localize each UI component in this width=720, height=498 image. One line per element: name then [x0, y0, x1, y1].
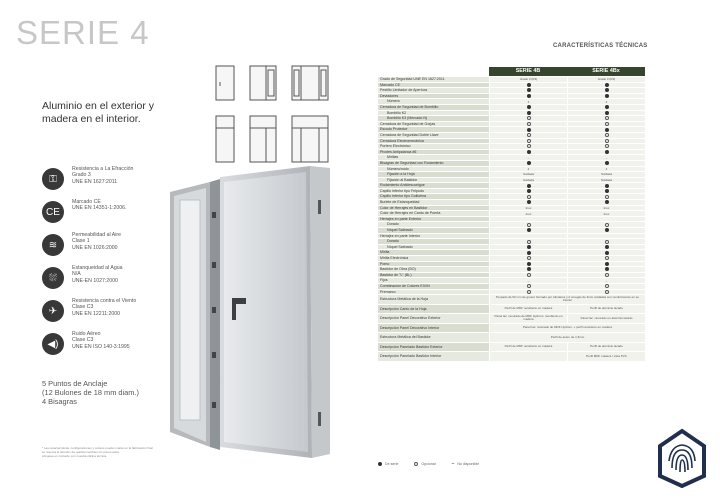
feature-line: UNE EN 12211:2000 — [72, 310, 121, 317]
spec-value: Panel lac. ranurado en aluminio lacado — [567, 314, 645, 324]
standard-dot-icon — [527, 150, 531, 154]
spec-value: Panel lac. ranurado de MDF Hydrom. + perfil recubierto en madera — [489, 324, 645, 334]
spec-value: Perfil de MDF recubierto en madera — [489, 305, 567, 315]
legend — [378, 461, 479, 467]
spec-label: Número/nudo — [378, 167, 489, 173]
optional-circle-icon — [605, 195, 609, 199]
standard-dot-icon — [605, 111, 609, 115]
standard-dot-icon — [527, 111, 531, 115]
feature-line: Resistencia a La Efracción — [72, 166, 134, 172]
optional-circle-icon — [605, 116, 609, 120]
spec-value: – — [567, 155, 645, 161]
specs-description-row — [378, 324, 645, 334]
legend-item — [452, 461, 480, 467]
spec-label: Herrajes en parte Exterior — [378, 217, 489, 223]
standard-dot-icon — [527, 83, 531, 87]
standard-dot-icon — [527, 161, 531, 165]
page-title: SERIE 4 — [16, 14, 150, 51]
optional-circle-icon — [527, 133, 531, 137]
spec-label: Bastidor de Obra (BO) — [378, 267, 489, 273]
anchor-line: 4 Bisagras — [42, 397, 77, 406]
specs-table-header — [378, 67, 645, 76]
technical-specs-title: CARACTERÍSTICAS TÉCNICAS — [553, 43, 648, 49]
ce-mark-icon: CE — [42, 201, 64, 223]
legend-label: Opcional — [421, 462, 436, 466]
spec-label: Bisagras de Seguridad con Rodamiento — [378, 161, 489, 167]
wind-resistance-icon: ✈ — [42, 300, 64, 322]
spec-label: Capillo Inferior tipo Guillotina — [378, 194, 489, 200]
feature-text — [72, 265, 122, 284]
optional-circle-icon — [605, 240, 609, 244]
spec-label: Estructura Metálica del Bastidor — [378, 333, 489, 343]
standard-dot-icon — [605, 262, 609, 266]
standard-dot-icon — [605, 251, 609, 255]
feature-line: N/A — [72, 271, 81, 278]
specs-rows — [378, 77, 645, 295]
standard-dot-icon — [527, 245, 531, 249]
spec-label: Premarco — [378, 290, 489, 296]
feature-line: Clase 1 — [72, 238, 90, 245]
spec-label: Pestillo Limitador de Apertura — [378, 88, 489, 94]
air-permeability-icon: ≋ — [42, 234, 64, 256]
anchor-line: (12 Bulones de 18 mm diam.) — [42, 388, 139, 397]
spec-label: Pivotes Antipalanca #6 — [378, 150, 489, 156]
feature-line: UNE EN 1026:2000 — [72, 244, 118, 251]
spec-value: – — [489, 155, 567, 161]
spec-label: Bombillo K2 — [378, 111, 489, 117]
optional-circle-icon — [527, 273, 531, 277]
optional-circle-icon — [527, 256, 531, 260]
feature-line: Clase C3 — [72, 304, 94, 311]
standard-dot-icon — [527, 267, 531, 271]
standard-dot-icon — [605, 200, 609, 204]
spec-label: Número — [378, 99, 489, 105]
spec-label: Combinación de Colores EX/IN — [378, 284, 489, 290]
feature-text — [72, 166, 133, 185]
spec-label: Capillo Inferior tipo Felpudo — [378, 189, 489, 195]
legend-item — [378, 462, 398, 466]
spec-label: Cerradura de Seguridad de Bombillo — [378, 105, 489, 111]
spec-value: Panel lac. ranurado de MDF Hydrom. recubierto en madera — [489, 314, 567, 324]
feature-item — [42, 331, 192, 361]
optional-circle-icon — [527, 290, 531, 294]
optional-circle-icon — [527, 223, 531, 227]
spec-label: Mirilla — [378, 250, 489, 256]
house-fingerprint-logo — [657, 428, 707, 488]
spec-label: Descripción Panel Decorativo Exterior — [378, 314, 489, 324]
feature-line: Marcado CE — [72, 199, 101, 205]
feature-item — [42, 298, 192, 328]
feature-list — [42, 166, 192, 364]
optional-circle-icon — [414, 462, 418, 466]
spec-value: Soldada — [489, 178, 567, 184]
optional-circle-icon — [605, 290, 609, 294]
standard-dot-icon — [605, 267, 609, 271]
spec-value: Grado 3 (R3) — [489, 77, 567, 83]
door-configuration-schematics — [214, 64, 334, 164]
feature-item — [42, 199, 192, 229]
spec-value: Perpado de 52 mm de grosor formado por tubulares y 2 omegas de 3mm soldadas con recubrimiento en su interior — [489, 295, 645, 305]
standard-dot-icon — [605, 105, 609, 109]
spec-label: Fijación al Bastidor — [378, 178, 489, 184]
column-header: SERIE 4Bx — [567, 67, 645, 76]
spec-label: Descripción Panelado Bastidor Exterior — [378, 343, 489, 353]
feature-text — [72, 331, 130, 350]
feature-line: Grado 3 — [72, 172, 91, 179]
standard-dot-icon — [378, 462, 382, 466]
standard-dot-icon — [605, 83, 609, 87]
spec-value: – — [489, 278, 567, 284]
spec-label: Descripción Panelado Bastidor Interior — [378, 352, 489, 362]
specs-description-row — [378, 352, 645, 362]
standard-dot-icon — [605, 184, 609, 188]
optional-circle-icon — [527, 195, 531, 199]
spec-value: Grado 3 (R3) — [567, 77, 645, 83]
standard-dot-icon — [605, 189, 609, 193]
optional-circle-icon — [527, 144, 531, 148]
standard-dot-icon — [605, 94, 609, 98]
optional-circle-icon — [605, 284, 609, 288]
feature-line: Clase C3 — [72, 337, 94, 344]
feature-line: UNE EN 1627:2011 — [72, 178, 118, 185]
spec-value: Perfil de aluminio lacado — [567, 343, 645, 353]
spec-label: Rodamiento Antidescuelgue — [378, 183, 489, 189]
spec-label: Deviadores — [378, 94, 489, 100]
fine-print-line: * Las características, configuraciones y colores pueden variar en la fabricación final — [42, 446, 153, 450]
spec-value: 4 — [489, 99, 567, 105]
spec-value: Inox — [489, 211, 567, 217]
spec-label: Estructura Metálica de la Hoja — [378, 295, 489, 305]
spec-value: 4 — [567, 99, 645, 105]
optional-circle-icon — [527, 139, 531, 143]
standard-dot-icon — [527, 200, 531, 204]
specs-description-row — [378, 343, 645, 353]
material-subtitle — [42, 100, 154, 126]
spec-label: Grado de Seguridad UNE EN 1627:2011 — [378, 77, 489, 83]
feature-item — [42, 232, 192, 262]
specs-description-rows — [378, 295, 645, 362]
standard-dot-icon — [527, 184, 531, 188]
standard-dot-icon — [605, 150, 609, 154]
optional-circle-icon — [527, 284, 531, 288]
legend-label: No disponible — [457, 462, 480, 466]
optional-circle-icon — [605, 122, 609, 126]
feature-item — [42, 166, 192, 196]
fine-print-line: póngase en contacto con nuestra oficina técnica. — [42, 454, 108, 458]
optional-circle-icon — [527, 240, 531, 244]
subtitle-line: madera en el interior. — [42, 113, 141, 125]
standard-dot-icon — [527, 189, 531, 193]
spec-label: Cerradura de Seguridad Doble Llave — [378, 133, 489, 139]
standard-dot-icon — [527, 105, 531, 109]
standard-dot-icon — [527, 262, 531, 266]
feature-item — [42, 265, 192, 295]
optional-circle-icon — [605, 139, 609, 143]
standard-dot-icon — [527, 228, 531, 232]
specs-description-row — [378, 314, 645, 324]
spec-label: Cerradura de Seguridad de Gorjas — [378, 122, 489, 128]
spec-label: Color de Herrajes en Canto de Puerta — [378, 211, 489, 217]
spec-label: Fijación a la Hoja — [378, 172, 489, 178]
spec-label: Descripción Canto de la Hoja — [378, 305, 489, 315]
fine-print-line: se reserva el derecho de realizar cambios sin previo aviso. — [42, 450, 121, 454]
burglar-resistance-icon: ⚿ — [42, 168, 64, 190]
spec-label: Mirilla Electrónica — [378, 256, 489, 262]
standard-dot-icon — [605, 161, 609, 165]
spec-label: Níquel Satinado — [378, 228, 489, 234]
standard-dot-icon — [605, 245, 609, 249]
spec-label: Cerradura Electromecánica — [378, 139, 489, 145]
water-tightness-icon: ⛆ — [42, 267, 64, 289]
spec-value: Perfil MDF madera / vista PVC — [567, 352, 645, 362]
subtitle-line: Aluminio en el exterior y — [42, 100, 155, 112]
spec-label: Fijos — [378, 278, 489, 284]
spec-label: Portero Electrónico — [378, 144, 489, 150]
standard-dot-icon — [527, 251, 531, 255]
spec-value: Perfil de aluminio lacado — [567, 305, 645, 315]
spec-value — [489, 352, 567, 362]
standard-dot-icon — [527, 94, 531, 98]
spec-label: Descripción Panel Decorativo Interior — [378, 324, 489, 334]
spec-value: Soldada — [567, 178, 645, 184]
optional-circle-icon — [605, 223, 609, 227]
spec-label: Bombillo K3 (Mercado N) — [378, 116, 489, 122]
feature-line: UNE EN ISO 140-3:1995 — [72, 343, 130, 350]
standard-dot-icon — [527, 128, 531, 132]
feature-text — [72, 298, 136, 317]
feature-text — [72, 232, 121, 251]
spec-label: Dorado — [378, 239, 489, 245]
spec-value: Soldada — [489, 172, 567, 178]
feature-line: Ruido Aéreo — [72, 331, 101, 337]
spec-label: Mirillas — [378, 155, 489, 161]
feature-line: UNE EN 14351-1:2006. — [72, 205, 127, 212]
optional-circle-icon — [605, 144, 609, 148]
legend-label: De serie — [385, 462, 399, 466]
legend-item — [414, 462, 435, 466]
optional-circle-icon — [527, 122, 531, 126]
spec-label: Escudo Protector — [378, 127, 489, 133]
spec-label: Herrajes en parte Interior — [378, 234, 489, 240]
feature-line: Estanqueidad al Agua — [72, 265, 123, 271]
optional-circle-icon — [605, 256, 609, 260]
airborne-noise-icon: ◀) — [42, 333, 64, 355]
unavailable-dash-icon: – — [451, 461, 455, 467]
anchor-line: 5 Puntos de Anclaje — [42, 379, 108, 388]
spec-label: Níquel Satinado — [378, 245, 489, 251]
spec-value: Inox — [567, 206, 645, 212]
spec-value: Inox — [567, 211, 645, 217]
spec-value: 4 — [567, 167, 645, 173]
spec-value: Inox — [489, 206, 567, 212]
spec-label: Pomo — [378, 262, 489, 268]
specs-description-row — [378, 333, 645, 343]
optional-circle-icon — [527, 116, 531, 120]
header-spacer — [378, 67, 489, 76]
feature-line: UNE-EN 1027:2000 — [72, 277, 118, 284]
column-header: SERIE 4B — [489, 67, 567, 76]
spec-label: Bastidor de "L" (BL) — [378, 273, 489, 279]
spec-value: – — [567, 278, 645, 284]
spec-value: Perfil de acero de 1,5mm — [489, 333, 645, 343]
spec-label: Dorado — [378, 222, 489, 228]
specs-table — [378, 67, 645, 362]
specs-description-row — [378, 295, 645, 305]
spec-value: 4 — [489, 167, 567, 173]
optional-circle-icon — [605, 273, 609, 277]
feature-line: Resistencia contra el Viento — [72, 298, 137, 304]
specs-description-row — [378, 305, 645, 315]
standard-dot-icon — [605, 88, 609, 92]
spec-label: Color de Herrajes en Bastidor — [378, 206, 489, 212]
feature-text — [72, 199, 127, 212]
optional-circle-icon — [605, 133, 609, 137]
standard-dot-icon — [605, 228, 609, 232]
standard-dot-icon — [605, 128, 609, 132]
standard-dot-icon — [527, 88, 531, 92]
anchor-points-text — [42, 379, 139, 406]
spec-value: Soldada — [567, 172, 645, 178]
spec-label: Marcado CE — [378, 83, 489, 89]
spec-value: Perfil de MDF recubierto en madera — [489, 343, 567, 353]
feature-line: Permeabilidad al Aire — [72, 232, 122, 238]
fine-print — [42, 446, 212, 458]
spec-label: Burlete de Estanqueidad — [378, 200, 489, 206]
